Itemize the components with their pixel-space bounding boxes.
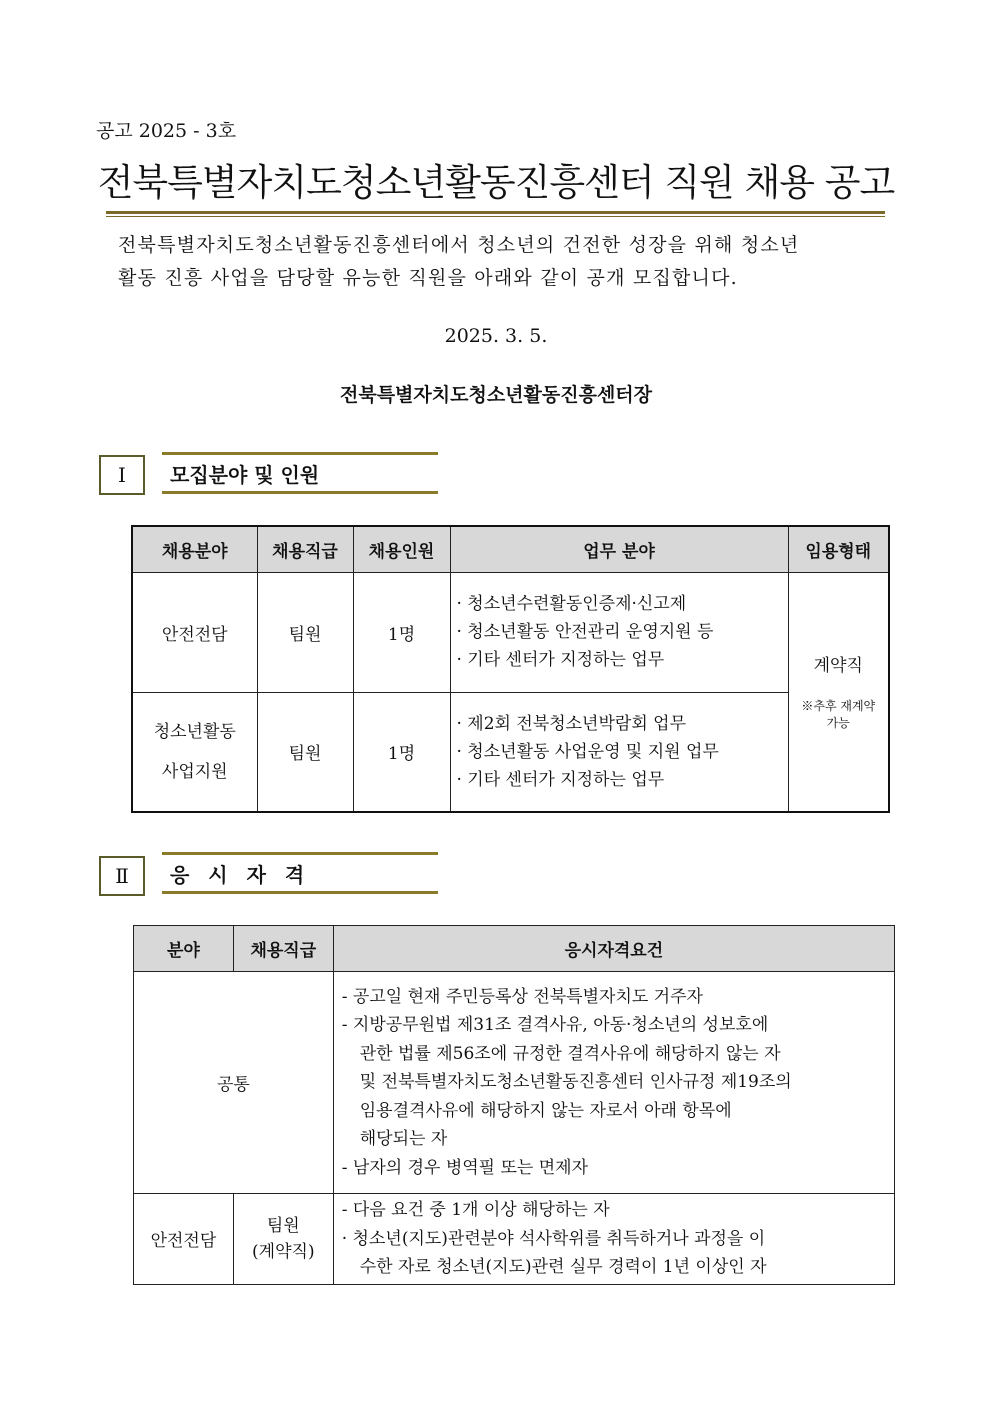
section-1-title: 모집분야 및 인원 [162, 452, 438, 494]
requirements-cell [333, 972, 894, 1194]
requirement-line: · 청소년(지도)관련분야 석사학위를 취득하거나 과정을 이 [341, 1228, 766, 1249]
signer: 전북특별자치도청소년활동진흥센터장 [339, 384, 653, 406]
duty-item: · 제2회 전북청소년박람회 업무 [456, 713, 686, 734]
header-cell: 분야 [134, 926, 234, 972]
title-divider-thin [106, 216, 885, 217]
header-cell: 임용형태 [788, 526, 889, 572]
grade-cell: 팀원 [257, 572, 353, 692]
table-row [132, 692, 889, 812]
header-cell: 업무 분야 [450, 526, 788, 572]
count-cell: 1명 [353, 692, 450, 812]
requirement-line: 관한 법률 제56조에 규정한 결격사유에 해당하지 않는 자 [359, 1043, 781, 1064]
notice-number: 공고 2025 - 3호 [96, 120, 237, 142]
requirement-line: - 지방공무원법 제31조 결격사유, 아동·청소년의 성보호에 [341, 1015, 769, 1036]
table-header-row [132, 526, 889, 572]
duty-item: · 기타 센터가 지정하는 업무 [456, 769, 665, 790]
safety-label-cell: 안전전담 [134, 1194, 234, 1285]
duties-cell [450, 692, 788, 812]
intro-line: 활동 진흥 사업을 담당할 유능한 직원을 아래와 같이 공개 모집합니다. [118, 267, 738, 289]
duty-item: · 기타 센터가 지정하는 업무 [456, 650, 665, 670]
common-label-cell: 공통 [134, 972, 334, 1194]
recruitment-table [131, 525, 890, 813]
requirement-line: 수한 자로 청소년(지도)관련 실무 경력이 1년 이상인 자 [359, 1257, 767, 1277]
duty-item: · 청소년수련활동인증제·신고제 [456, 594, 687, 614]
duties-cell [450, 572, 788, 692]
table-row [132, 572, 889, 692]
field-cell: 안전전담 [132, 572, 257, 692]
title-divider [106, 211, 885, 214]
employment-type-cell [788, 572, 889, 812]
duty-item: · 청소년활동 안전관리 운영지원 등 [456, 622, 714, 642]
requirement-line: 및 전북특별자치도청소년활동진흥센터 인사규정 제19조의 [359, 1072, 792, 1093]
table-row [134, 1194, 895, 1285]
requirement-line: - 남자의 경우 병역필 또는 면제자 [341, 1157, 588, 1178]
header-cell: 응시자격요건 [333, 926, 894, 972]
employment-type: 계약직 [813, 656, 863, 677]
requirement-line: 임용결격사유에 해당하지 않는 자로서 아래 항목에 [359, 1100, 732, 1121]
section-1-numeral: Ⅰ [99, 455, 145, 495]
requirement-line: - 다음 요건 중 1개 이상 해당하는 자 [341, 1200, 610, 1220]
header-cell: 채용분야 [132, 526, 257, 572]
intro-paragraph [118, 229, 888, 295]
qualification-table [133, 925, 895, 1285]
requirements-cell [333, 1194, 894, 1285]
duty-item: · 청소년활동 사업운영 및 지원 업무 [456, 741, 719, 762]
header-cell: 채용직급 [233, 926, 333, 972]
page-title: 전북특별자치도청소년활동진흥센터 직원 채용 공고 [97, 161, 895, 204]
employment-note: ※추후 재계약 가능 [801, 699, 876, 731]
count-cell: 1명 [353, 572, 450, 692]
table-row [134, 972, 895, 1194]
table-header-row [134, 926, 895, 972]
notice-date: 2025. 3. 5. [444, 325, 548, 347]
grade-cell: 팀원 [257, 692, 353, 812]
requirement-line: 해당되는 자 [359, 1129, 448, 1150]
field-cell: 청소년활동 사업지원 [132, 692, 257, 812]
header-cell: 채용직급 [257, 526, 353, 572]
intro-line: 전북특별자치도청소년활동진흥센터에서 청소년의 건전한 성장을 위해 청소년 [118, 234, 800, 256]
section-2-numeral: Ⅱ [99, 856, 145, 896]
header-cell: 채용인원 [353, 526, 450, 572]
requirement-line: - 공고일 현재 주민등록상 전북특별자치도 거주자 [341, 986, 703, 1007]
section-2-title: 응 시 자 격 [162, 852, 438, 894]
safety-grade-cell: 팀원 (계약직) [233, 1194, 333, 1285]
